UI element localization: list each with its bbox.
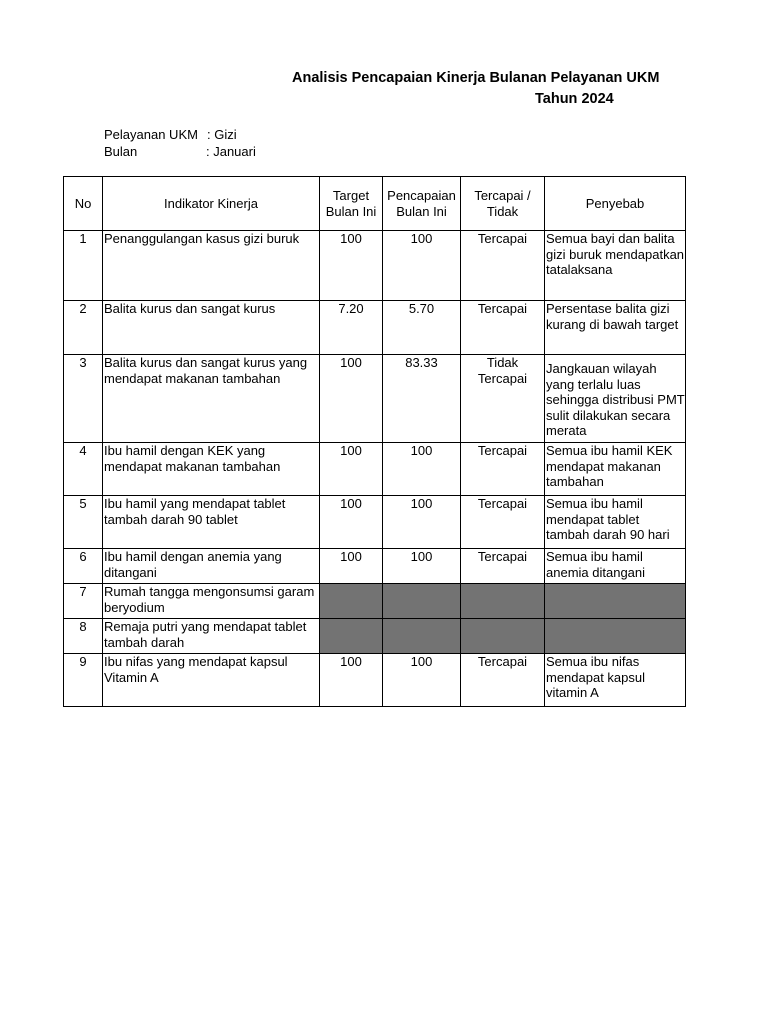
performance-table	[63, 176, 686, 707]
month-value: : Januari	[206, 144, 256, 159]
cell-achievement: 100	[383, 231, 461, 301]
header-no: No	[64, 177, 103, 231]
cell-achievement: 100	[383, 549, 461, 584]
header-status: Tercapai / Tidak	[461, 177, 545, 231]
cell-cause: Semua ibu hamil KEK mendapat makanan tambahan	[545, 443, 686, 496]
cell-no: 6	[64, 549, 103, 584]
cell-indicator: Balita kurus dan sangat kurus yang mendapat makanan tambahan	[103, 355, 320, 443]
cell-indicator: Ibu hamil dengan anemia yang ditangani	[103, 549, 320, 584]
cell-target-shaded	[320, 584, 383, 619]
table-row	[64, 443, 686, 496]
header-target: Target Bulan Ini	[320, 177, 383, 231]
meta-service-row	[104, 126, 256, 143]
table-row	[64, 301, 686, 355]
cell-cause: Jangkauan wilayah yang terlalu luas sehingga distribusi PMT sulit dilakukan secara merata	[545, 355, 686, 443]
cell-status: Tercapai	[461, 301, 545, 355]
cell-status: Tercapai	[461, 549, 545, 584]
cell-achievement: 100	[383, 654, 461, 707]
meta-month-row	[104, 143, 256, 160]
cell-achievement: 100	[383, 443, 461, 496]
table-row	[64, 549, 686, 584]
cell-achievement: 5.70	[383, 301, 461, 355]
cell-target: 100	[320, 496, 383, 549]
cell-achievement-shaded	[383, 584, 461, 619]
cell-cause-shaded	[545, 619, 686, 654]
cell-indicator: Balita kurus dan sangat kurus	[103, 301, 320, 355]
table-row	[64, 496, 686, 549]
month-label: Bulan	[104, 144, 138, 159]
cell-no: 8	[64, 619, 103, 654]
table-header-row	[64, 177, 686, 231]
cell-indicator: Ibu nifas yang mendapat kapsul Vitamin A	[103, 654, 320, 707]
cell-status: Tercapai	[461, 231, 545, 301]
table-row	[64, 619, 686, 654]
report-meta	[104, 126, 256, 160]
cell-no: 5	[64, 496, 103, 549]
cell-achievement: 83.33	[383, 355, 461, 443]
cell-no: 3	[64, 355, 103, 443]
cell-target-shaded	[320, 619, 383, 654]
title-line-1: Analisis Pencapaian Kinerja Bulanan Pelayanan UKM	[292, 70, 660, 86]
cell-cause: Semua ibu hamil mendapat tablet tambah darah 90 hari	[545, 496, 686, 549]
header-achievement: Pencapaian Bulan Ini	[383, 177, 461, 231]
cell-indicator: Ibu hamil yang mendapat tablet tambah darah 90 tablet	[103, 496, 320, 549]
cell-indicator: Ibu hamil dengan KEK yang mendapat makanan tambahan	[103, 443, 320, 496]
table-row	[64, 584, 686, 619]
table-row	[64, 654, 686, 707]
cell-indicator: Remaja putri yang mendapat tablet tambah darah	[103, 619, 320, 654]
cell-target: 100	[320, 443, 383, 496]
cell-indicator: Rumah tangga mengonsumsi garam beryodium	[103, 584, 320, 619]
cell-status: Tercapai	[461, 496, 545, 549]
header-indicator: Indikator Kinerja	[103, 177, 320, 231]
cell-no: 9	[64, 654, 103, 707]
cell-target: 100	[320, 654, 383, 707]
service-label: Pelayanan UKM	[104, 127, 198, 142]
cell-cause: Semua ibu nifas mendapat kapsul vitamin A	[545, 654, 686, 707]
cell-no: 1	[64, 231, 103, 301]
cell-no: 7	[64, 584, 103, 619]
table-row	[64, 231, 686, 301]
cell-indicator: Penanggulangan kasus gizi buruk	[103, 231, 320, 301]
cell-cause: Semua ibu hamil anemia ditangani	[545, 549, 686, 584]
table-row	[64, 355, 686, 443]
cell-status: Tercapai	[461, 443, 545, 496]
service-value: : Gizi	[207, 127, 237, 142]
cell-cause: Persentase balita gizi kurang di bawah target	[545, 301, 686, 355]
cell-status: Tidak Tercapai	[461, 355, 545, 443]
cell-target: 100	[320, 355, 383, 443]
cell-no: 2	[64, 301, 103, 355]
cell-achievement: 100	[383, 496, 461, 549]
cell-cause-shaded	[545, 584, 686, 619]
cell-target: 100	[320, 231, 383, 301]
cell-target: 7.20	[320, 301, 383, 355]
cell-cause: Semua bayi dan balita gizi buruk mendapatkan tatalaksana	[545, 231, 686, 301]
cell-status: Tercapai	[461, 654, 545, 707]
document-title	[292, 68, 692, 110]
header-cause: Penyebab	[545, 177, 686, 231]
cell-target: 100	[320, 549, 383, 584]
title-line-2: Tahun 2024	[535, 91, 614, 107]
cell-status-shaded	[461, 584, 545, 619]
cell-status-shaded	[461, 619, 545, 654]
cell-no: 4	[64, 443, 103, 496]
cell-achievement-shaded	[383, 619, 461, 654]
